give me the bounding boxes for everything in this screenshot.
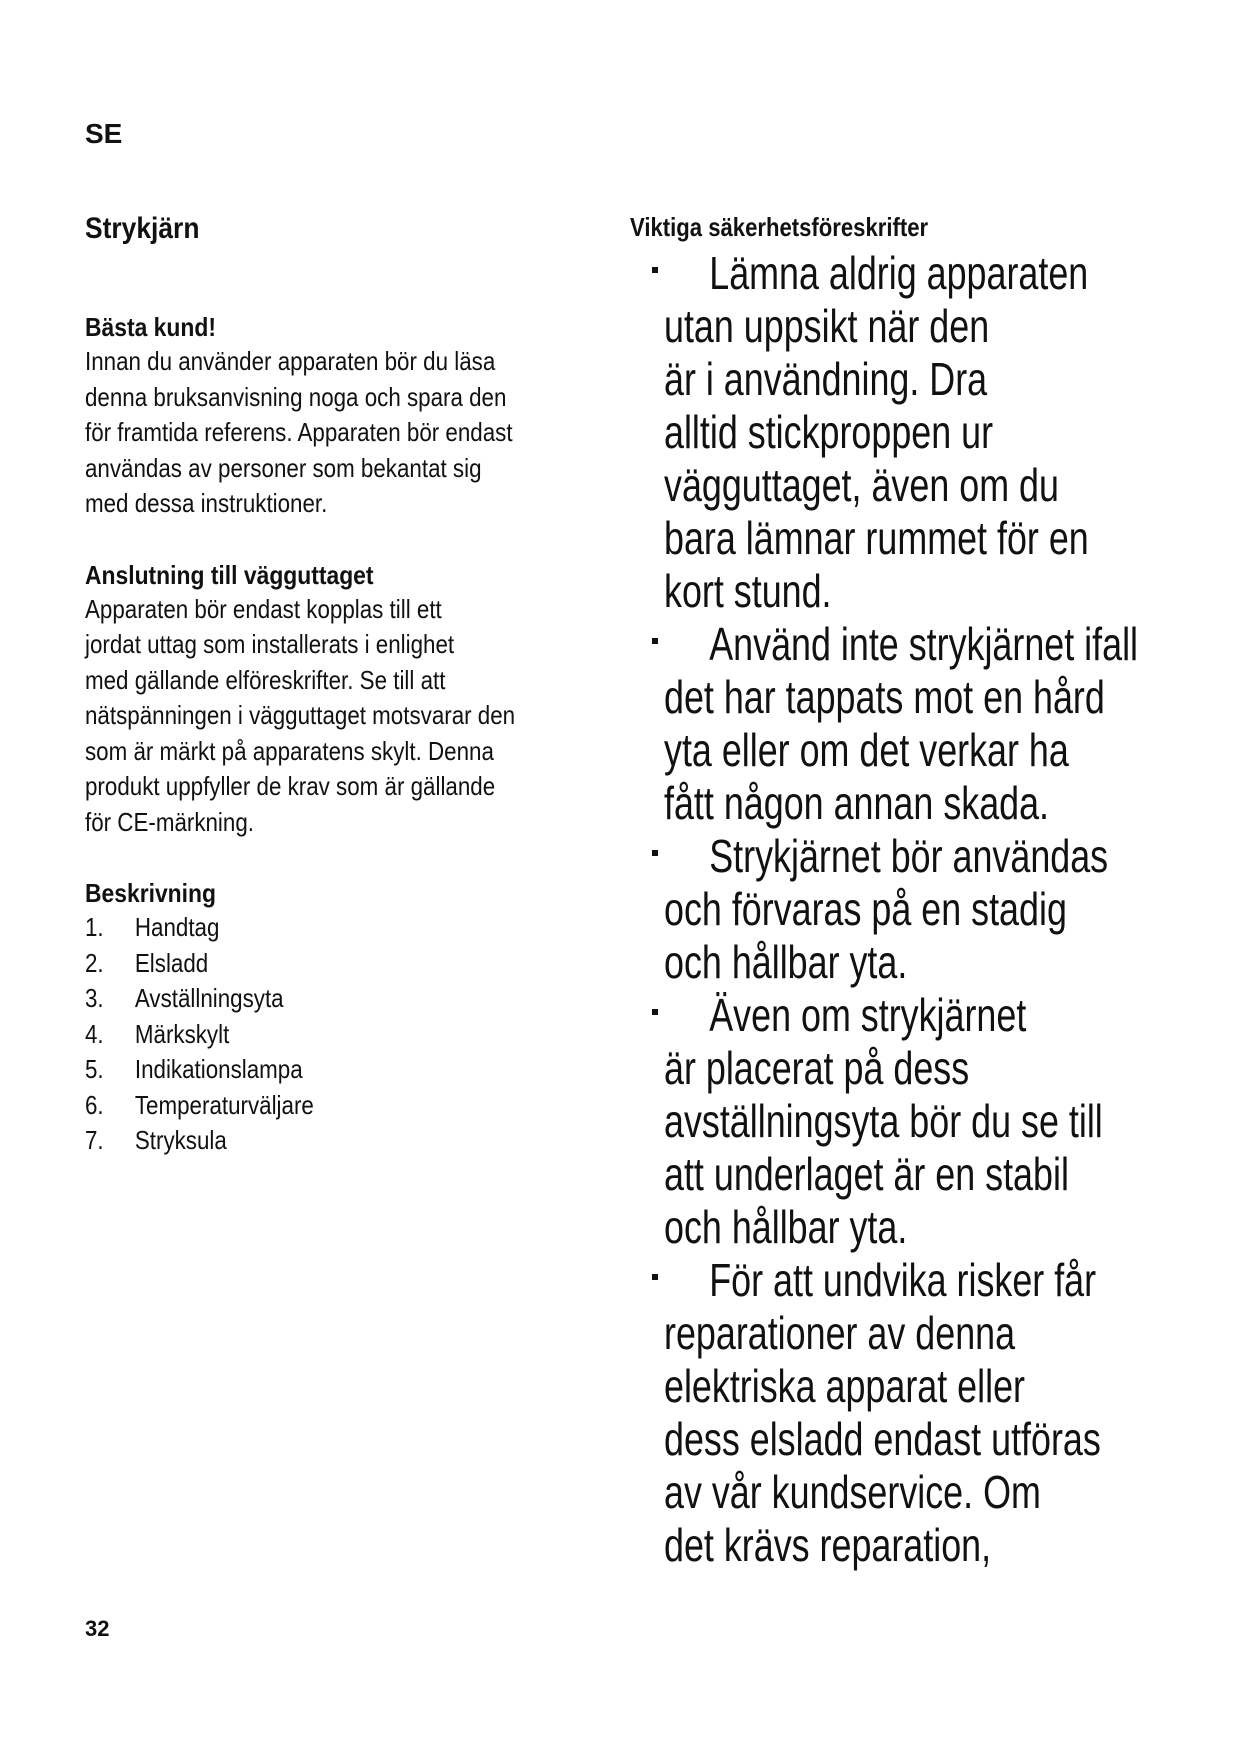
parts-list-item [85,946,532,982]
safety-line: det har tappats mot en hård [664,671,1105,723]
parts-list-item [85,981,532,1017]
safety-heading: Viktiga säkerhetsföreskrifter [630,212,929,242]
item-label: Märkskylt [134,1018,230,1049]
item-label: Temperaturväljare [134,1089,314,1120]
page-number: 32 [85,1616,110,1641]
item-number: 4. [85,1018,104,1049]
item-number: 6. [85,1089,104,1120]
intro-line: för framtida referens. Apparaten bör endast [85,417,513,447]
connection-heading: Anslutning till vägguttaget [85,559,374,590]
safety-line: kort stund. [664,565,832,617]
safety-line: fått någon annan skada. [664,777,1050,829]
connection-line: jordat uttag som installerats i enlighet [85,629,455,659]
safety-item [630,1254,1190,1572]
intro-heading: Bästa kund! [85,312,216,342]
item-number: 3. [85,983,104,1013]
description-heading: Beskrivning [85,878,216,908]
safety-item [630,830,1190,989]
bullet-icon [652,1274,658,1280]
item-number: 2. [85,947,104,978]
safety-item [630,618,1190,830]
safety-line: reparationer av denna [664,1307,1016,1359]
connection-line: som är märkt på apparatens skylt. Denna [85,735,494,766]
parts-list [85,910,605,1159]
item-number: 7. [85,1125,104,1155]
safety-line: att underlaget är en stabil [664,1148,1069,1200]
bullet-icon [652,850,658,856]
item-label: Indikationslampa [134,1054,303,1084]
safety-line: Lämna aldrig apparaten [709,247,1089,299]
connection-line: för CE-märkning. [85,806,254,837]
safety-list [630,247,1190,1572]
intro-line: användas av personer som bekantat sig [85,452,482,483]
safety-line: vägguttaget, även om du [664,459,1059,511]
safety-line: och förvaras på en stadig [664,883,1067,935]
safety-line: dess elsladd endast utföras [664,1413,1101,1465]
item-label: Handtag [134,912,220,942]
safety-line: av vår kundservice. Om [664,1466,1041,1518]
parts-list-item [85,1052,532,1088]
description-section [85,876,605,1159]
safety-line: är placerat på dess [664,1042,970,1094]
item-label: Stryksula [134,1125,227,1155]
intro-body [85,344,605,522]
item-number: 5. [85,1054,104,1084]
parts-list-item [85,1017,532,1053]
item-label: Avställningsyta [134,983,284,1013]
document-title: Strykjärn [85,212,200,245]
bullet-icon [652,1009,658,1015]
safety-line: avställningsyta bör du se till [664,1095,1103,1147]
left-column [85,212,605,1159]
safety-line: yta eller om det verkar ha [664,724,1069,776]
connection-line: produkt uppfyller de krav som är gällande [85,771,496,801]
item-label: Elsladd [134,947,209,978]
safety-line: det krävs reparation, [664,1519,992,1571]
bullet-icon [652,638,658,644]
parts-list-item [85,910,532,946]
item-number: 1. [85,912,104,942]
bullet-icon [652,267,658,273]
connection-body [85,592,605,841]
safety-line: utan uppsikt när den [664,300,990,352]
safety-item [630,247,1190,618]
connection-line: nätspänningen i vägguttaget motsvarar den [85,700,516,730]
intro-section [85,310,605,522]
intro-line: denna bruksanvisning noga och spara den [85,381,507,412]
parts-list-item [85,1088,532,1124]
safety-line: Strykjärnet bör användas [709,830,1109,882]
safety-line: bara lämnar rummet för en [664,512,1089,564]
safety-line: alltid stickproppen ur [664,406,994,458]
language-code: SE [85,118,123,149]
safety-line: Även om strykjärnet [709,989,1027,1041]
connection-line: med gällande elföreskrifter. Se till att [85,664,446,695]
safety-line: Använd inte strykjärnet ifall [709,618,1139,670]
safety-line: och hållbar yta. [664,1201,908,1253]
connection-line: Apparaten bör endast kopplas till ett [85,593,442,624]
safety-line: är i användning. Dra [664,353,988,405]
safety-line: och hållbar yta. [664,936,908,988]
intro-line: med dessa instruktioner. [85,488,328,518]
right-column [630,212,1190,1572]
parts-list-item [85,1123,532,1159]
safety-line: För att undvika risker får [709,1254,1097,1306]
intro-line: Innan du använder apparaten bör du läsa [85,346,496,376]
safety-item [630,989,1190,1254]
connection-section [85,558,605,841]
safety-line: elektriska apparat eller [664,1360,1025,1412]
